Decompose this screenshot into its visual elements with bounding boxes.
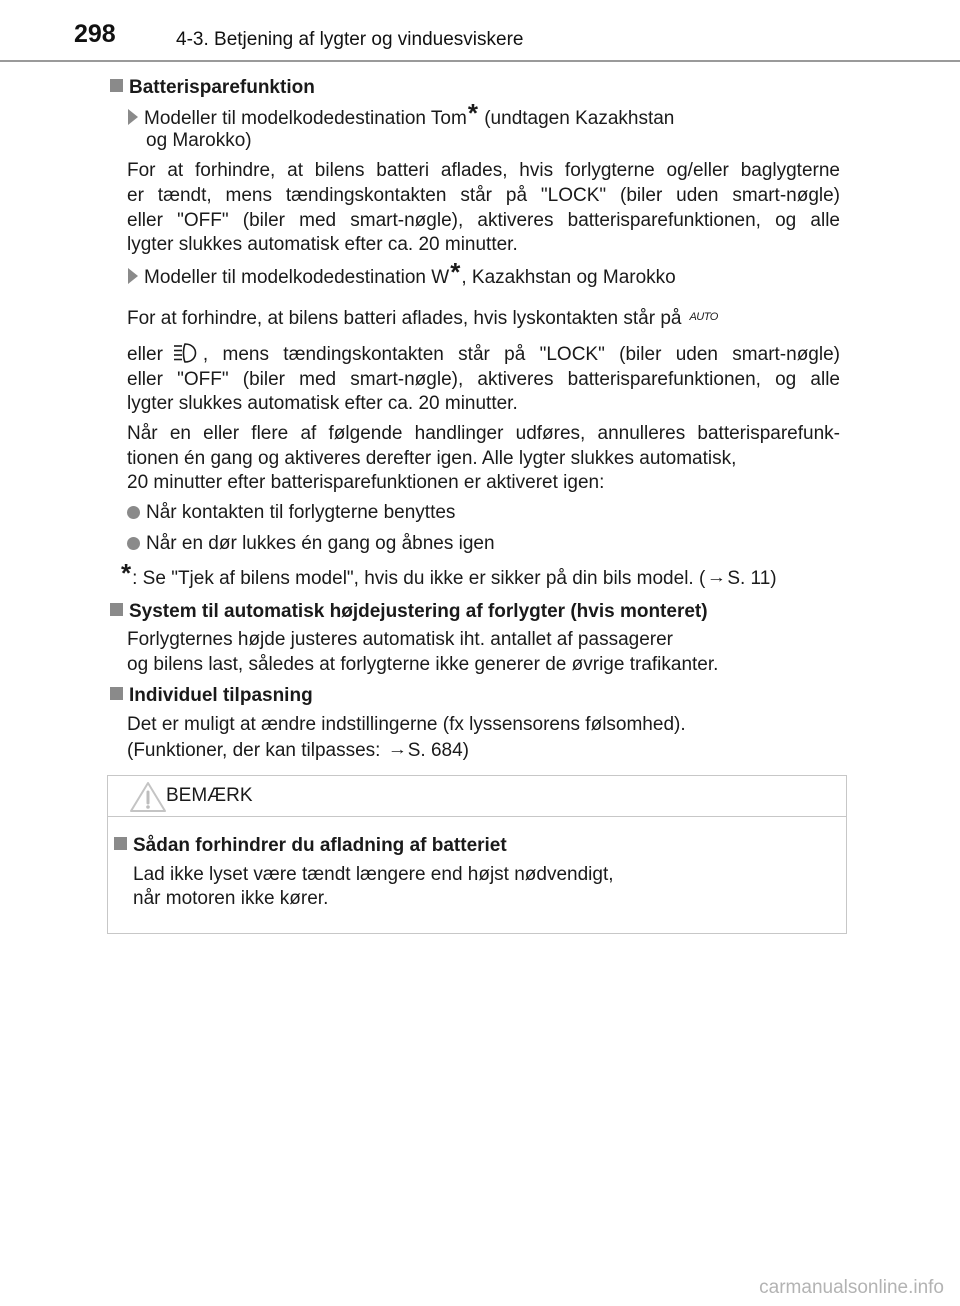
notice-label: BEMÆRK xyxy=(166,785,253,806)
models-tom-subheading: Modeller til modelkodedestination Tom* (undtagen Kazakhstan xyxy=(128,103,674,131)
auto-leveling-heading: System til automatisk højdejustering af forlygter (hvis monteret) xyxy=(110,599,708,624)
cancel-text-line: Når en eller flere af følgende handlinger udføres, annulleres batterisparefunk- xyxy=(127,423,840,444)
list-item: Når en dør lukkes én gang og åbnes igen xyxy=(127,531,495,556)
triangle-bullet-icon xyxy=(128,109,138,125)
models-tom-text-line: For at forhindre, at bilens batteri aflades, hvis forlygterne og/eller baglygterne xyxy=(127,160,840,181)
customization-text-line1: Det er muligt at ændre indstillingerne (fx lyssensorens følsomhed). xyxy=(127,714,686,735)
arrow-right-icon: → xyxy=(707,569,727,586)
models-w-text-line1: For at forhindre, at bilens batteri aflades, hvis lyskontakten står på AUTO xyxy=(127,305,718,331)
auto-leveling-text-line: Forlygternes højde justeres automatisk iht. antallet af passagerer xyxy=(127,629,673,650)
watermark: carmanualsonline.info xyxy=(759,1277,944,1298)
square-bullet-icon xyxy=(110,79,123,92)
notice-text-line: når motoren ikke kører. xyxy=(133,888,329,909)
models-w-text-line2: eller , mens tændingskontakten står på "LOCK" (biler uden smart-nøgle) xyxy=(127,344,840,365)
customization-text-line2: (Funktioner, der kan tilpasses: →S. 684) xyxy=(127,737,469,763)
header-divider xyxy=(0,60,960,62)
headlight-icon xyxy=(173,342,199,364)
models-tom-text-line: eller "OFF" (biler med smart-nøgle), aktiveres batterisparefunktionen, og alle xyxy=(127,210,840,231)
circle-bullet-icon xyxy=(127,506,140,519)
models-w-subheading: Modeller til modelkodedestination W*, Kazakhstan og Marokko xyxy=(128,262,676,290)
cancel-text-line: tionen én gang og aktiveres derefter igen. Alle lygter slukkes automatisk, xyxy=(127,448,737,469)
triangle-bullet-icon xyxy=(128,268,138,284)
square-bullet-icon xyxy=(110,687,123,700)
models-tom-subheading-line2: og Marokko) xyxy=(146,130,252,151)
models-tom-text-line: lygter slukkes automatisk efter ca. 20 minutter. xyxy=(127,234,518,255)
battery-saver-heading: Batterisparefunktion xyxy=(110,75,315,100)
warning-icon xyxy=(128,780,168,814)
models-w-text-line: eller "OFF" (biler med smart-nøgle), aktiveres batterisparefunktionen, og alle xyxy=(127,369,840,390)
notice-box xyxy=(107,775,847,934)
circle-bullet-icon xyxy=(127,537,140,550)
auto-leveling-text-line: og bilens last, således at forlygterne ikke generer de øvrige trafikanter. xyxy=(127,654,719,675)
notice-header xyxy=(108,776,846,817)
customization-heading: Individuel tilpasning xyxy=(110,683,313,708)
notice-heading: Sådan forhindrer du afladning af batteriet xyxy=(114,833,507,858)
page-header xyxy=(0,0,960,62)
arrow-right-icon: → xyxy=(387,741,407,758)
models-tom-text-line: er tændt, mens tændingskontakten står på "LOCK" (biler uden smart-nøgle) xyxy=(127,185,840,206)
square-bullet-icon xyxy=(110,603,123,616)
list-item: Når kontakten til forlygterne benyttes xyxy=(127,500,455,525)
notice-text-line: Lad ikke lyset være tændt længere end højst nødvendigt, xyxy=(133,864,614,885)
cancel-text-line: 20 minutter efter batterisparefunktionen er aktiveret igen: xyxy=(127,472,605,493)
auto-symbol-icon: AUTO xyxy=(689,311,718,323)
square-bullet-icon xyxy=(114,837,127,850)
model-footnote: *: Se "Tjek af bilens model", hvis du ikke er sikker på din bils model. ( →S. 11) xyxy=(121,558,777,589)
section-title: 4-3. Betjening af lygter og vinduesviskere xyxy=(176,29,524,50)
page-number: 298 xyxy=(74,20,116,48)
models-w-text-line: lygter slukkes automatisk efter ca. 20 minutter. xyxy=(127,393,518,414)
